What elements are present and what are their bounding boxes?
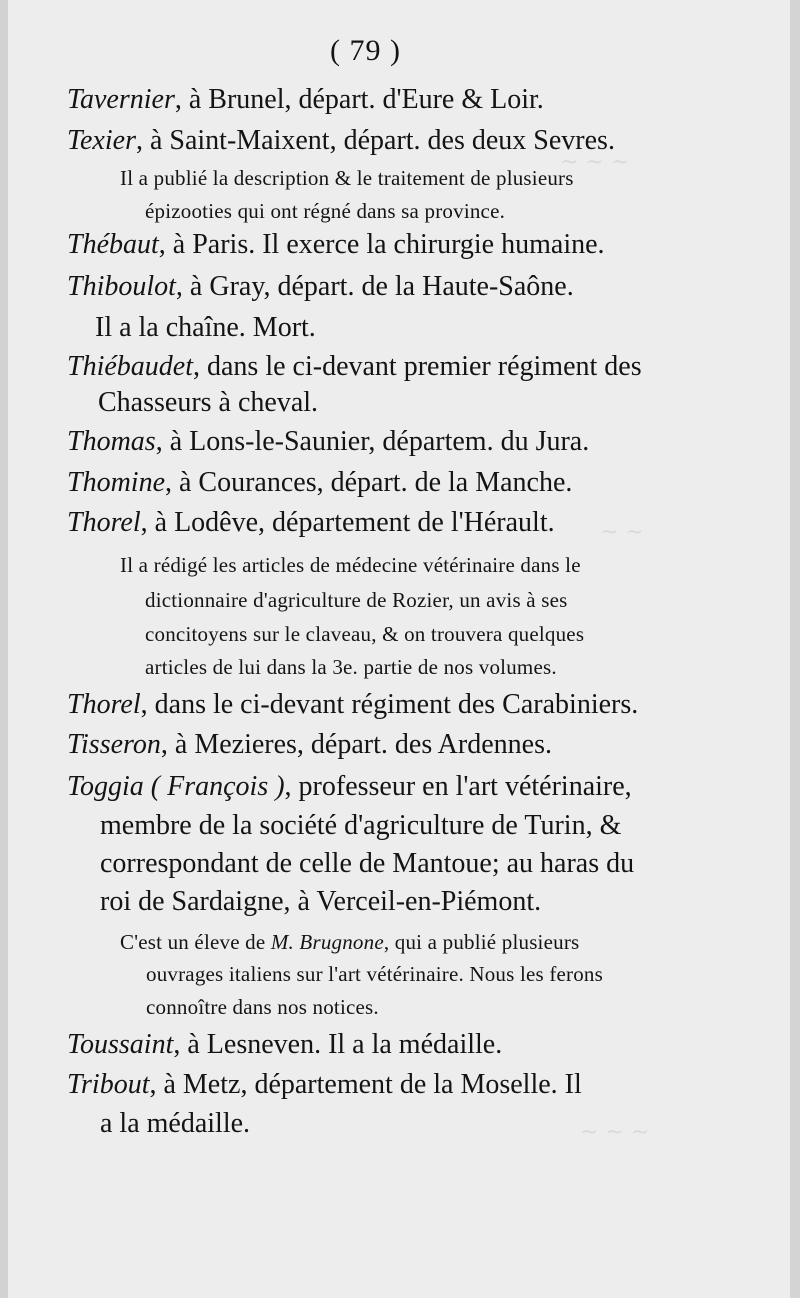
entry-name: Thomas bbox=[67, 426, 156, 457]
page-number: ( 79 ) bbox=[330, 34, 401, 67]
entry-text: , à Mezieres, départ. des Ardennes. bbox=[160, 729, 552, 760]
note-line: dictionnaire d'agriculture de Rozier, un avis à ses bbox=[145, 588, 568, 612]
entry-line bbox=[67, 229, 605, 261]
entry-name: Toussaint bbox=[67, 1029, 174, 1060]
entry-name: Thiébaudet bbox=[67, 351, 193, 382]
entry-text: , dans le ci-devant régiment des Carabiniers. bbox=[140, 689, 639, 720]
note-line: Il a publié la description & le traitement de plusieurs bbox=[120, 166, 574, 190]
entry-text: , à Lodêve, département de l'Hérault. bbox=[140, 507, 555, 538]
entry-line bbox=[67, 1029, 502, 1061]
entry-continuation: Il a la chaîne. Mort. bbox=[95, 312, 316, 343]
entry-name: Tavernier bbox=[67, 84, 175, 115]
entry-line bbox=[67, 467, 572, 499]
entry-continuation: roi de Sardaigne, à Verceil-en-Piémont. bbox=[100, 886, 542, 917]
entry-name: Thorel bbox=[67, 507, 141, 538]
entry-line bbox=[67, 689, 638, 721]
note-line: Il a rédigé les articles de médecine vétérinaire dans le bbox=[120, 553, 581, 577]
bleed-through-mark: ~ ~ ~ bbox=[560, 150, 630, 175]
note-line: connoître dans nos notices. bbox=[146, 995, 379, 1019]
entry-name-note: ( François ) bbox=[143, 771, 285, 802]
entry-line bbox=[67, 351, 642, 383]
entry-line bbox=[67, 771, 632, 803]
note-person: M. Brugnone bbox=[270, 930, 384, 954]
entry-text: , dans le ci-devant premier régiment des bbox=[193, 351, 642, 382]
entry-name: Thomine bbox=[67, 467, 165, 498]
entry-text: , à Metz, département de la Moselle. Il bbox=[149, 1069, 582, 1100]
entry-text: , à Lesneven. Il a la médaille. bbox=[173, 1029, 503, 1060]
entry-continuation: membre de la société d'agriculture de Turin, & bbox=[100, 810, 622, 841]
entry-name: Thorel bbox=[67, 689, 141, 720]
entry-text: , à Gray, départ. de la Haute-Saône. bbox=[175, 271, 574, 302]
note-line: concitoyens sur le claveau, & on trouvera quelques bbox=[145, 622, 585, 646]
bleed-through-mark: ~ ~ bbox=[600, 520, 644, 545]
entry-line bbox=[67, 1069, 582, 1101]
entry-name: Texier bbox=[67, 125, 136, 156]
entry-text: , à Lons-le-Saunier, départem. du Jura. bbox=[155, 426, 590, 457]
entry-text: , à Paris. Il exerce la chirurgie humaine. bbox=[158, 229, 605, 260]
entry-name: Thébaut bbox=[67, 229, 159, 260]
note-line: épizooties qui ont régné dans sa province. bbox=[145, 199, 506, 223]
note-line: articles de lui dans la 3e. partie de nos volumes. bbox=[145, 655, 557, 679]
entry-name: Thiboulot bbox=[67, 271, 176, 302]
entry-line bbox=[67, 426, 589, 458]
entry-line bbox=[67, 507, 555, 539]
note-text: , qui a publié plusieurs bbox=[383, 930, 580, 954]
bleed-through-mark: ~ ~ ~ bbox=[580, 1120, 650, 1145]
entry-line bbox=[67, 729, 552, 761]
entry-text: , à Courances, départ. de la Manche. bbox=[165, 467, 573, 498]
entry-name: Tisseron bbox=[67, 729, 161, 760]
entry-name: Toggia bbox=[67, 771, 144, 802]
note-line: ouvrages italiens sur l'art vétérinaire. Nous les ferons bbox=[146, 962, 604, 986]
entry-continuation: a la médaille. bbox=[100, 1108, 251, 1139]
entry-text: , professeur en l'art vétérinaire, bbox=[284, 771, 632, 802]
entry-line bbox=[67, 125, 615, 157]
entry-continuation: Chasseurs à cheval. bbox=[98, 387, 319, 418]
entry-text: , à Saint-Maixent, départ. des deux Sevres. bbox=[135, 125, 615, 156]
entry-continuation: correspondant de celle de Mantoue; au haras du bbox=[100, 848, 635, 879]
note-text: C'est un éleve de bbox=[120, 930, 271, 954]
note-line bbox=[120, 930, 579, 955]
entry-line bbox=[67, 84, 544, 116]
entry-line bbox=[67, 271, 574, 303]
entry-text: , à Brunel, départ. d'Eure & Loir. bbox=[174, 84, 544, 115]
entry-name: Tribout bbox=[67, 1069, 150, 1100]
